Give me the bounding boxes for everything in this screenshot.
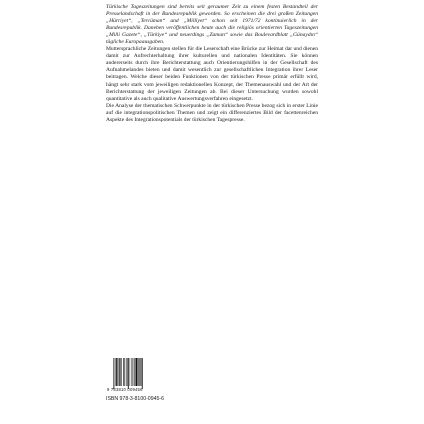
- barcode-digits: 9 783810 009456: [107, 387, 143, 392]
- blurb-paragraph-function: Muttersprachliche Zeitungen stellen für die Leserschaft eine Brücke zur Heimat dar und dienen damit zur Aufrechterhaltung ihrer kulturellen und nationalen Identitäten. Sie können andererseits durch ihre Berichterstattung auch Orientierungshilfen in der Gesellschaft des Aufnahmelandes bieten und damit wesentlich zur gesellschaftlichen Integration ihrer Leser beitragen. Welche dieser beiden Funktionen von der türkischen Presse primär erfüllt wird, hängt sehr stark vom jeweiligen redaktionellen Konzept, der Themenauswahl und der Art der Berichterstattung der jeweiligen Zeitungen ab. Bei dieser Untersuchung wurden sowohl quantitative als auch qualitative Auswertungsverfahren eingesetzt.: [106, 46, 318, 102]
- blurb-text: [106, 4, 318, 124]
- barcode-icon: [112, 358, 154, 389]
- barcode-bar: [123, 358, 124, 386]
- isbn-number: ISBN 978-3-8100-0945-6: [106, 396, 164, 402]
- barcode-bar: [142, 358, 143, 389]
- barcode-bar: [116, 358, 117, 386]
- blurb-paragraph-intro: Türkische Tageszeitungen sind bereits seit geraumer Zeit zu einem festen Bestandteil der Presselandschaft in der Bundesrepublik geworden. So erscheinen die drei großen Zeitungen „Hürriyet“, „Tercüman“ und „Milliyet“ schon seit 1971/72 kontinuierlich in der Bundesrepublik. Daneben veröffentlichen heute auch die religiös orientierten Tageszeitungen „Milli Gazete“, „Türkiye“ und neuerdings „Zaman“ sowie das Boulevardblatt „Günaydın“ tägliche Europaausgaben.: [106, 4, 318, 46]
- barcode-bar: [136, 358, 137, 386]
- barcode-bar: [139, 358, 140, 386]
- blurb-paragraph-analysis: Die Analyse der thematischen Schwerpunkte in der türkischen Presse bezog sich in erster Linie auf die integrationspolitischen Themen und zeigt ein differenziertes Bild der facettenreichen Aspekte des Integrationspotentials der türkischen Tagespresse.: [106, 102, 318, 123]
- barcode-bar: [119, 358, 120, 386]
- barcode-bar: [128, 358, 129, 389]
- barcode-bar: [135, 358, 136, 386]
